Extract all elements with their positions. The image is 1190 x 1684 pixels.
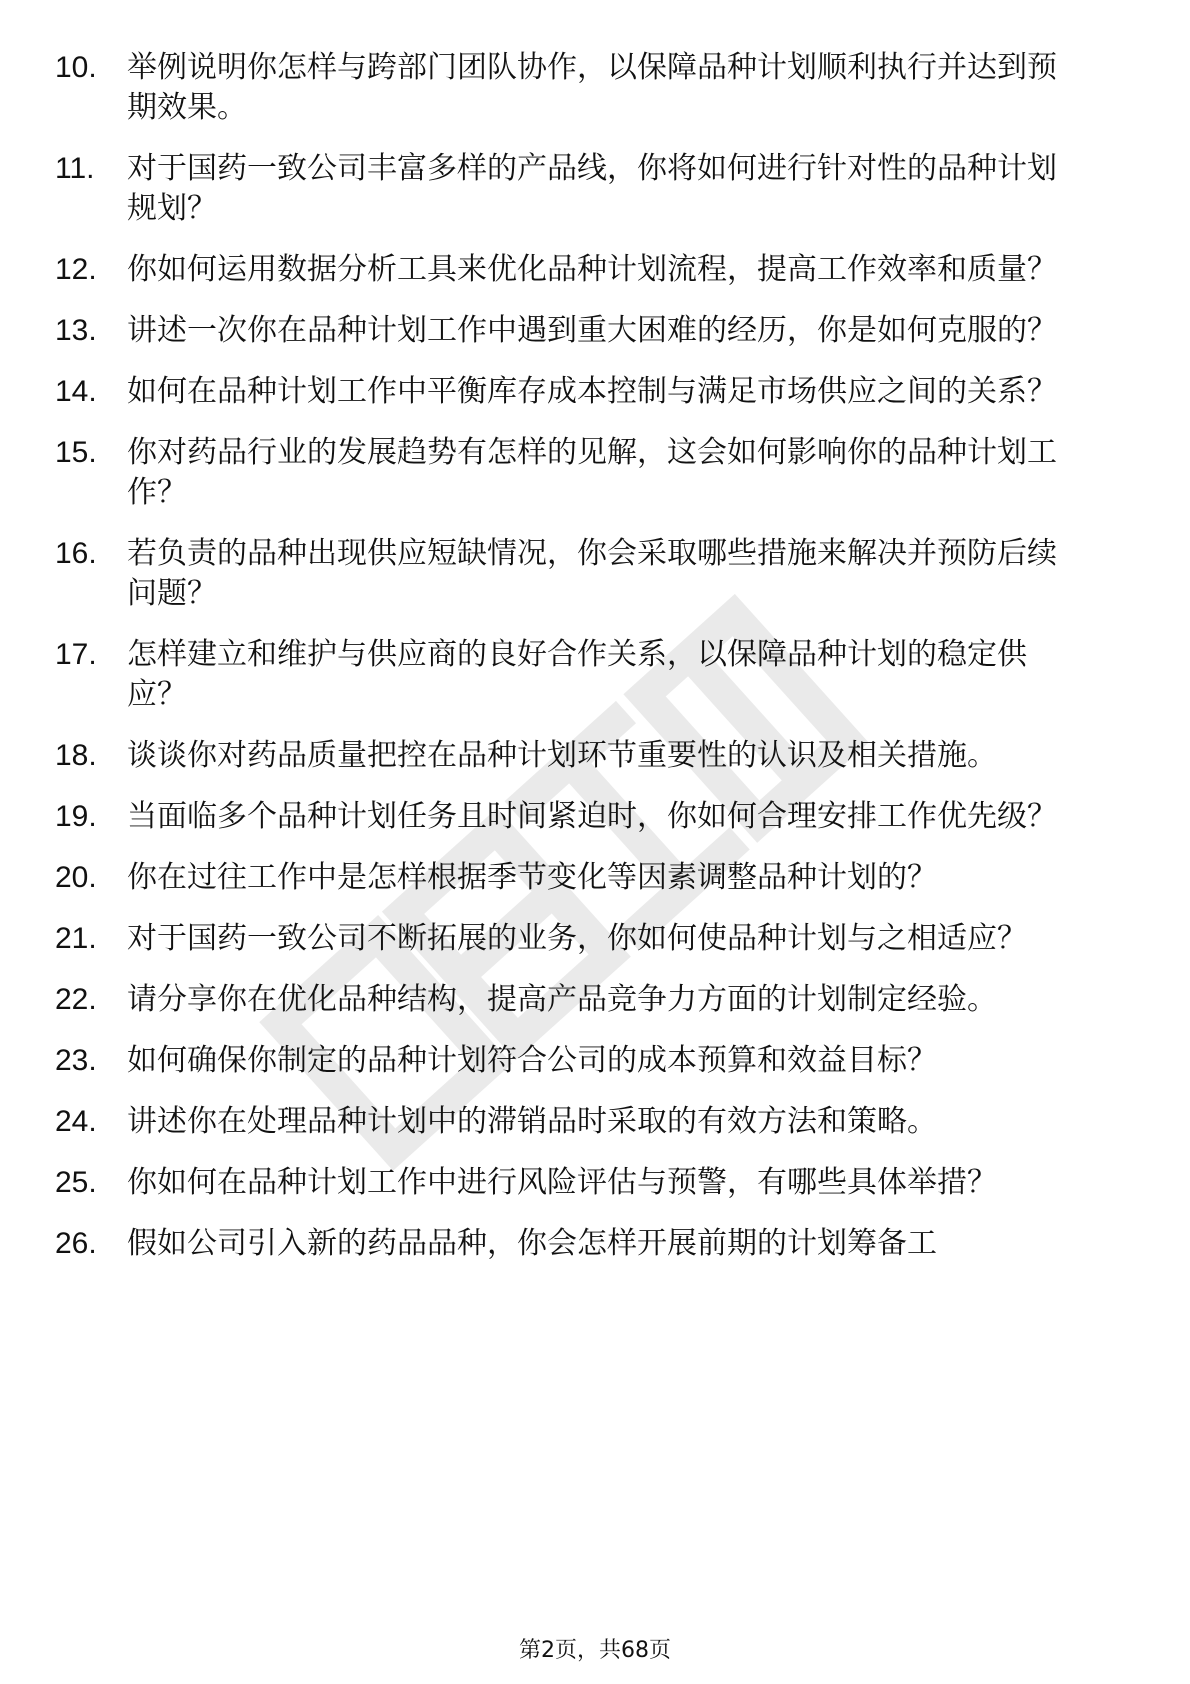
question-item [55,797,1125,837]
question-number: 14. [55,375,97,408]
question-item [55,311,1125,351]
question-list [55,48,1125,1285]
question-number: 17. [55,638,97,671]
question-item [55,736,1125,776]
question-item [55,433,1125,513]
question-number: 22. [55,983,97,1016]
page-number-label: 第2页，共68页 [519,1638,671,1663]
question-text: 对于国药一致公司丰富多样的产品线，你将如何进行针对性的品种计划规划？ [127,151,1057,226]
question-item [55,534,1125,614]
question-text: 怎样建立和维护与供应商的良好合作关系，以保障品种计划的稳定供应？ [127,637,1027,712]
question-number: 15. [55,436,97,469]
question-item [55,1224,1125,1264]
question-number: 25. [55,1166,97,1199]
question-item [55,1163,1125,1203]
question-number: 11. [55,152,95,185]
question-item [55,250,1125,290]
question-text: 如何确保你制定的品种计划符合公司的成本预算和效益目标？ [127,1043,937,1078]
question-number: 21. [55,922,97,955]
question-number: 16. [55,537,97,570]
question-number: 18. [55,739,97,772]
question-number: 12. [55,253,97,286]
question-number: 20. [55,861,97,894]
question-item [55,919,1125,959]
question-text: 当面临多个品种计划任务且时间紧迫时，你如何合理安排工作优先级？ [127,799,1057,834]
question-text: 你如何运用数据分析工具来优化品种计划流程，提高工作效率和质量？ [127,252,1057,287]
question-text: 如何在品种计划工作中平衡库存成本控制与满足市场供应之间的关系？ [127,374,1057,409]
question-text: 你在过往工作中是怎样根据季节变化等因素调整品种计划的？ [127,860,937,895]
question-item [55,858,1125,898]
question-item [55,48,1125,128]
question-text: 举例说明你怎样与跨部门团队协作，以保障品种计划顺利执行并达到预期效果。 [127,50,1057,125]
question-item [55,1041,1125,1081]
question-item [55,149,1125,229]
question-item [55,635,1125,715]
question-item [55,980,1125,1020]
question-item [55,372,1125,412]
question-text: 你对药品行业的发展趋势有怎样的见解，这会如何影响你的品种计划工作？ [127,435,1057,510]
question-text: 讲述一次你在品种计划工作中遇到重大困难的经历，你是如何克服的？ [127,313,1057,348]
question-number: 19. [55,800,97,833]
question-item [55,1102,1125,1142]
question-number: 24. [55,1105,97,1138]
question-text: 若负责的品种出现供应短缺情况，你会采取哪些措施来解决并预防后续问题？ [127,536,1057,611]
question-text: 谈谈你对药品质量把控在品种计划环节重要性的认识及相关措施。 [127,738,997,773]
question-text: 对于国药一致公司不断拓展的业务，你如何使品种计划与之相适应？ [127,921,1027,956]
question-number: 10. [55,51,97,84]
question-number: 26. [55,1227,97,1260]
question-number: 23. [55,1044,97,1077]
question-text: 假如公司引入新的药品品种，你会怎样开展前期的计划筹备工 [127,1226,937,1261]
question-number: 13. [55,314,97,347]
question-text: 你如何在品种计划工作中进行风险评估与预警，有哪些具体举措？ [127,1165,997,1200]
question-text: 请分享你在优化品种结构，提高产品竞争力方面的计划制定经验。 [127,982,997,1017]
page-footer [0,1636,1190,1666]
question-text: 讲述你在处理品种计划中的滞销品时采取的有效方法和策略。 [127,1104,937,1139]
